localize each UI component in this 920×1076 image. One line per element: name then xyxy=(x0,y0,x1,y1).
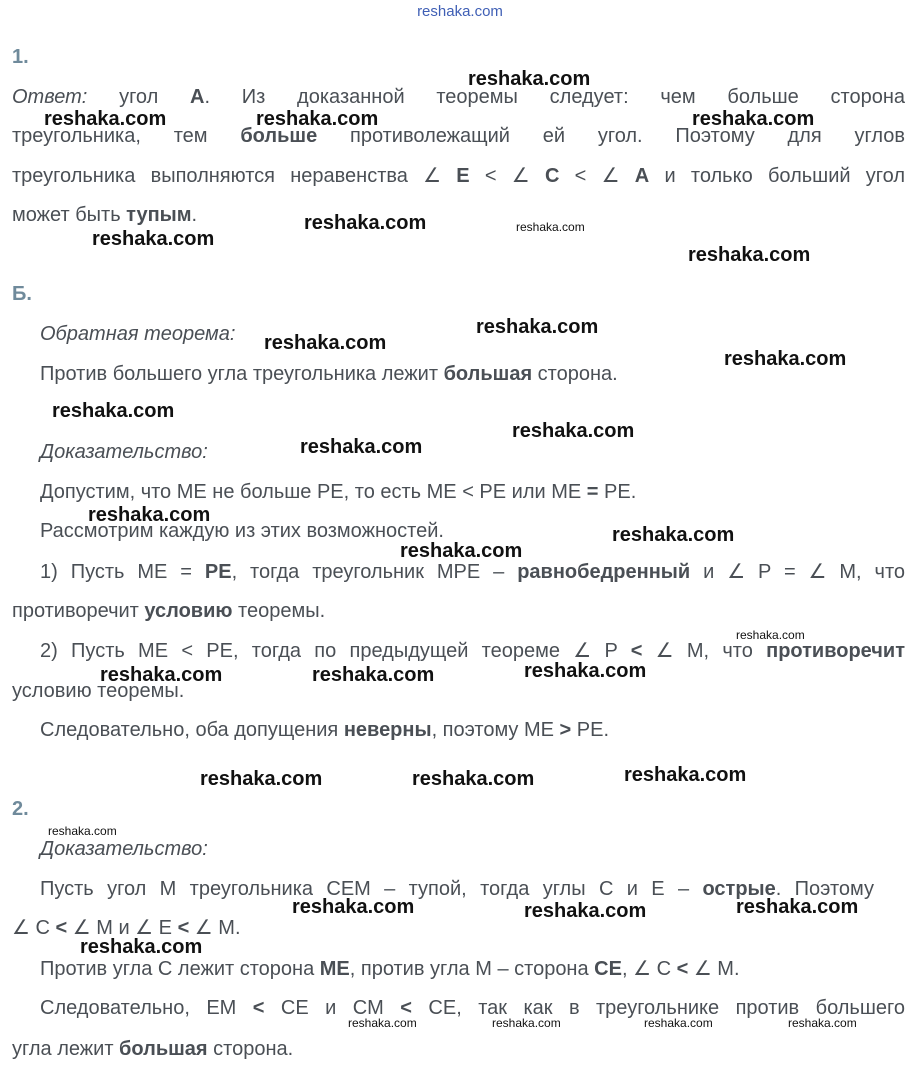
bold-text: больше xyxy=(240,125,318,147)
s2-line-3 xyxy=(40,957,740,981)
proof-heading-2: Доказательство: xyxy=(40,838,208,860)
section-number-b: Б. xyxy=(12,283,32,305)
watermark: reshaka.com xyxy=(492,1016,561,1030)
text: ∠ M. xyxy=(189,917,241,939)
text: ∠ C xyxy=(12,917,56,939)
text: Следовательно, оба допущения xyxy=(40,719,344,741)
bold-text: острые xyxy=(702,878,776,900)
watermark: reshaka.com xyxy=(688,244,811,266)
watermark: reshaka.com xyxy=(516,220,585,234)
watermark: reshaka.com xyxy=(612,524,735,546)
watermark: reshaka.com xyxy=(44,108,167,130)
text: CE и CM xyxy=(264,997,401,1019)
proof-heading: Доказательство: xyxy=(40,441,208,463)
site-header-link[interactable]: reshaka.com xyxy=(417,3,503,20)
bold-text: A xyxy=(634,165,650,187)
watermark: reshaka.com xyxy=(292,896,415,918)
watermark: reshaka.com xyxy=(736,896,859,918)
watermark: reshaka.com xyxy=(736,628,805,642)
watermark: reshaka.com xyxy=(412,768,535,790)
text: . Поэтому xyxy=(775,878,874,900)
bold-text: < xyxy=(177,917,190,939)
bold-text: CE xyxy=(594,958,622,980)
watermark: reshaka.com xyxy=(524,900,647,922)
bold-text: < xyxy=(55,917,68,939)
bold-text: > xyxy=(559,719,572,741)
text: , поэтому ME xyxy=(431,719,560,741)
bold-text: = xyxy=(586,481,599,503)
bold-text: большая xyxy=(119,1038,208,1060)
text: Допустим, что ME не больше PE, то есть ME < PE или ME xyxy=(40,481,587,503)
sB-line-1 xyxy=(40,362,618,386)
bold-text: E xyxy=(456,165,470,187)
bold-text: равнобедренный xyxy=(517,561,691,583)
section-number-2: 2. xyxy=(12,798,29,820)
bold-text: условию xyxy=(144,600,233,622)
text: противолежащий ей угол. Поэтому для углов xyxy=(317,125,905,147)
watermark: reshaka.com xyxy=(256,108,379,130)
converse-theorem-heading: Обратная теорема: xyxy=(40,323,236,345)
bold-text: тупым xyxy=(126,204,192,226)
sB-line-3: Рассмотрим каждую из этих возможностей. xyxy=(40,520,444,542)
bold-text: А xyxy=(190,86,205,108)
text: PE. xyxy=(571,719,610,741)
s1-line-4 xyxy=(12,203,197,227)
text: Против угла C лежит сторона xyxy=(40,958,320,980)
bold-text: < xyxy=(676,958,689,980)
watermark: reshaka.com xyxy=(512,420,635,442)
watermark: reshaka.com xyxy=(92,228,215,250)
watermark: reshaka.com xyxy=(88,504,211,526)
text: сторона. xyxy=(532,363,618,385)
watermark: reshaka.com xyxy=(692,108,815,130)
text: ∠ M, что xyxy=(642,640,767,662)
bold-text: C xyxy=(544,165,560,187)
text: < ∠ xyxy=(469,165,545,187)
watermark: reshaka.com xyxy=(476,316,599,338)
text: может быть xyxy=(12,204,127,226)
sB-line-2 xyxy=(40,480,636,504)
sB-line-8 xyxy=(40,718,609,742)
watermark: reshaka.com xyxy=(48,824,117,838)
text: PE. xyxy=(598,481,637,503)
watermark: reshaka.com xyxy=(100,664,223,686)
text: . xyxy=(191,204,198,226)
bold-text: противоречит xyxy=(766,640,906,662)
text: Следовательно, EM xyxy=(40,997,253,1019)
text: 2) Пусть ME < PE, тогда по предыдущей теореме ∠ P xyxy=(40,640,631,662)
s1-line-3 xyxy=(12,164,905,188)
sB-line-4 xyxy=(40,560,905,584)
watermark: reshaka.com xyxy=(468,68,591,90)
bold-text: < xyxy=(400,997,412,1019)
bold-text: ME xyxy=(319,958,350,980)
watermark: reshaka.com xyxy=(52,400,175,422)
text: ∠ M и ∠ E xyxy=(67,917,178,939)
text: треугольника, тем xyxy=(12,125,241,147)
text: Против большего угла треугольника лежит xyxy=(40,363,444,385)
bold-text: < xyxy=(252,997,265,1019)
bold-text: < xyxy=(630,640,643,662)
text: 1) Пусть ME = xyxy=(40,561,205,583)
watermark: reshaka.com xyxy=(644,1016,713,1030)
watermark: reshaka.com xyxy=(304,212,427,234)
watermark: reshaka.com xyxy=(788,1016,857,1030)
text: < ∠ xyxy=(559,165,635,187)
watermark: reshaka.com xyxy=(348,1016,417,1030)
watermark: reshaka.com xyxy=(312,664,435,686)
text: теоремы. xyxy=(232,600,326,622)
text: ∠ M. xyxy=(688,958,740,980)
watermark: reshaka.com xyxy=(300,436,423,458)
text: и только больший угол xyxy=(649,165,906,187)
text: треугольника выполняются неравенства ∠ xyxy=(12,165,457,187)
watermark: reshaka.com xyxy=(200,768,323,790)
text: противоречит xyxy=(12,600,145,622)
watermark: reshaka.com xyxy=(724,348,847,370)
sB-line-6 xyxy=(40,639,905,663)
watermark: reshaka.com xyxy=(524,660,647,682)
watermark: reshaka.com xyxy=(624,764,747,786)
text: сторона. xyxy=(207,1038,294,1060)
text: угла лежит xyxy=(12,1038,120,1060)
sB-line-7: условию теоремы. xyxy=(12,680,185,702)
text: , ∠ C xyxy=(621,958,677,980)
text: , против угла M – сторона xyxy=(349,958,595,980)
bold-text: PE xyxy=(204,561,232,583)
text: CE, так как в треугольнике против большего xyxy=(411,997,905,1019)
s2-line-5 xyxy=(12,1037,293,1061)
section-number-1: 1. xyxy=(12,46,29,68)
s2-line-4 xyxy=(40,996,905,1020)
answer-label: Ответ: xyxy=(12,86,88,108)
bold-text: неверны xyxy=(343,719,432,741)
text: , тогда треугольник MPE – xyxy=(231,561,518,583)
watermark: reshaka.com xyxy=(264,332,387,354)
text: угол xyxy=(87,86,191,108)
text: и ∠ P = ∠ M, что xyxy=(690,561,906,583)
bold-text: большая xyxy=(443,363,533,385)
s1-line-1 xyxy=(12,85,905,109)
text: Пусть угол M треугольника CEM – тупой, тогда углы C и E – xyxy=(40,878,703,900)
sB-line-5 xyxy=(12,599,325,623)
watermark: reshaka.com xyxy=(80,936,203,958)
text: . Из доказанной теоремы следует: чем больше сторона xyxy=(204,86,905,108)
watermark: reshaka.com xyxy=(400,540,523,562)
